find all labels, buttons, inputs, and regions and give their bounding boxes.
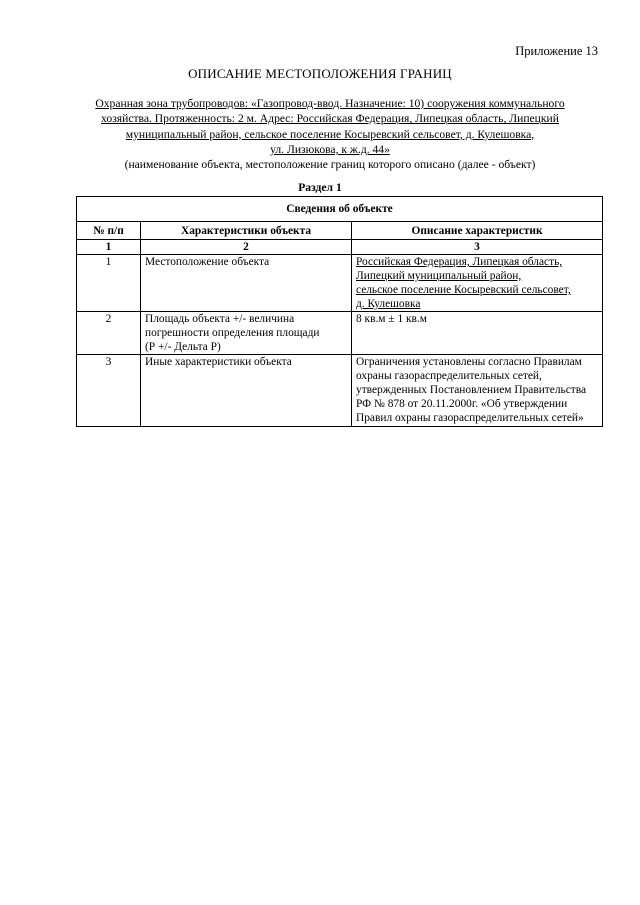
row-characteristic: [141, 255, 352, 312]
row-description: [352, 355, 603, 427]
document-title: ОПИСАНИЕ МЕСТОПОЛОЖЕНИЯ ГРАНИЦ: [188, 66, 452, 81]
column-header-characteristic: Характеристики объекта: [141, 222, 352, 240]
description-line: Липецкий муниципальный район,: [356, 270, 522, 282]
object-line: ул. Лизюкова, к ж.д. 44»: [270, 142, 390, 156]
row-characteristic: [141, 312, 352, 355]
description-line: Правил охраны газораспределительных сетей»: [356, 412, 584, 424]
column-number: 3: [352, 240, 603, 255]
object-line: Охранная зона трубопроводов: «Газопровод-ввод. Назначение: 10) сооружения коммунального: [95, 97, 565, 110]
characteristic-line: (Р +/- Дельта Р): [145, 341, 221, 353]
table-caption: Сведения об объекте: [77, 197, 603, 222]
table-row: [77, 255, 603, 312]
column-header-number: № п/п: [77, 222, 141, 240]
row-characteristic: [141, 355, 352, 427]
row-number: 3: [77, 355, 141, 427]
row-number: 2: [77, 312, 141, 355]
row-description: [352, 312, 603, 355]
description-line: Российская Федерация, Липецкая область,: [356, 256, 563, 268]
row-description: [352, 255, 603, 312]
object-line: муниципальный район, сельское поселение Косыревский сельсовет, д. Кулешовка,: [125, 127, 535, 141]
table-row: [77, 312, 603, 355]
description-line: д. Кулешовка: [356, 298, 421, 310]
characteristic-line: Площадь объекта +/- величина: [145, 313, 295, 325]
description-line: РФ № 878 от 20.11.2000г. «Об утверждении: [356, 398, 568, 410]
description-line: сельское поселение Косыревский сельсовет,: [356, 284, 571, 296]
description-line: утвержденных Постановлением Правительства: [356, 384, 587, 396]
description-line: 8 кв.м ± 1 кв.м: [356, 313, 427, 325]
object-line: хозяйства. Протяженность: 2 м. Адрес: Российская Федерация, Липецкая область, Липецкий: [101, 112, 559, 126]
section-title: Раздел 1: [298, 181, 342, 194]
object-description: [90, 96, 570, 172]
column-number: 1: [77, 240, 141, 255]
column-number: 2: [141, 240, 352, 255]
characteristic-line: Местоположение объекта: [145, 256, 270, 268]
row-number: 1: [77, 255, 141, 312]
characteristic-line: погрешности определения площади: [145, 327, 320, 339]
column-header-description: Описание характеристик: [352, 222, 603, 240]
appendix-label: Приложение 13: [515, 44, 598, 58]
object-note: (наименование объекта, местоположение границ которого описано (далее - объект): [124, 158, 536, 172]
object-info-table: [76, 196, 603, 427]
description-line: охраны газораспределительных сетей,: [356, 370, 542, 382]
description-line: Ограничения установлены согласно Правилам: [356, 356, 582, 368]
characteristic-line: Иные характеристики объекта: [145, 356, 292, 368]
table-row: [77, 355, 603, 427]
